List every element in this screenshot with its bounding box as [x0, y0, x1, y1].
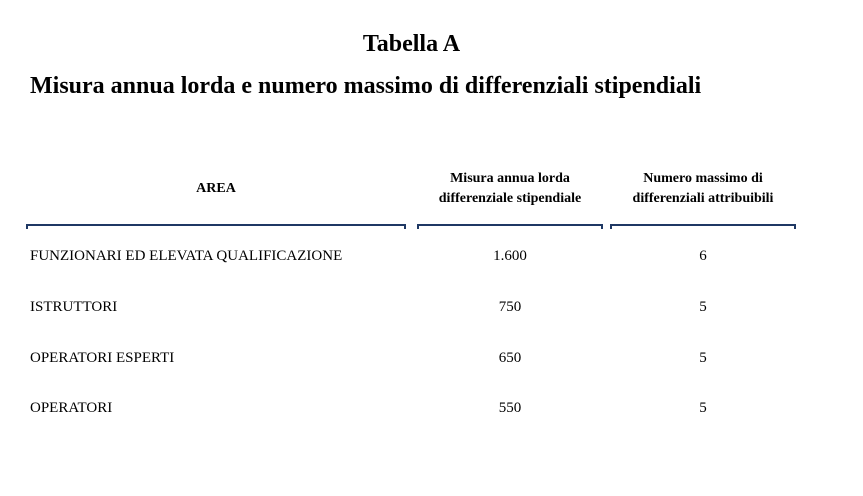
header-rule-misura	[417, 224, 603, 229]
header-rule-area	[26, 224, 406, 229]
column-header-numero-line2: differenziali attribuibili	[632, 191, 774, 206]
cell-numero: 5	[699, 350, 707, 366]
cell-area: OPERATORI	[30, 400, 113, 416]
cell-area: ISTRUTTORI	[30, 299, 118, 315]
cell-area: OPERATORI ESPERTI	[30, 350, 175, 366]
document-subtitle: Misura annua lorda e numero massimo di differenziali stipendiali	[30, 73, 702, 99]
column-header-area	[28, 179, 404, 199]
column-header-numero	[608, 169, 798, 209]
cell-misura: 1.600	[493, 248, 527, 264]
cell-misura: 750	[498, 299, 522, 315]
column-header-misura-line1: Misura annua lorda	[450, 171, 570, 186]
table-row	[0, 347, 863, 369]
table-row	[0, 397, 863, 419]
column-header-misura-line2: differenziale stipendiale	[438, 191, 582, 206]
table-row	[0, 296, 863, 318]
column-header-numero-line1: Numero massimo di	[643, 171, 763, 186]
cell-numero: 5	[699, 299, 707, 315]
header-rule-numero	[610, 224, 796, 229]
column-header-misura	[415, 169, 605, 209]
cell-misura: 550	[498, 400, 522, 416]
cell-numero: 6	[699, 248, 707, 264]
cell-misura: 650	[498, 350, 522, 366]
table-row	[0, 245, 863, 267]
cell-area: FUNZIONARI ED ELEVATA QUALIFICAZIONE	[30, 248, 343, 264]
column-header-area-label: AREA	[196, 181, 236, 196]
document-title: Tabella A	[362, 31, 461, 57]
cell-numero: 5	[699, 400, 707, 416]
